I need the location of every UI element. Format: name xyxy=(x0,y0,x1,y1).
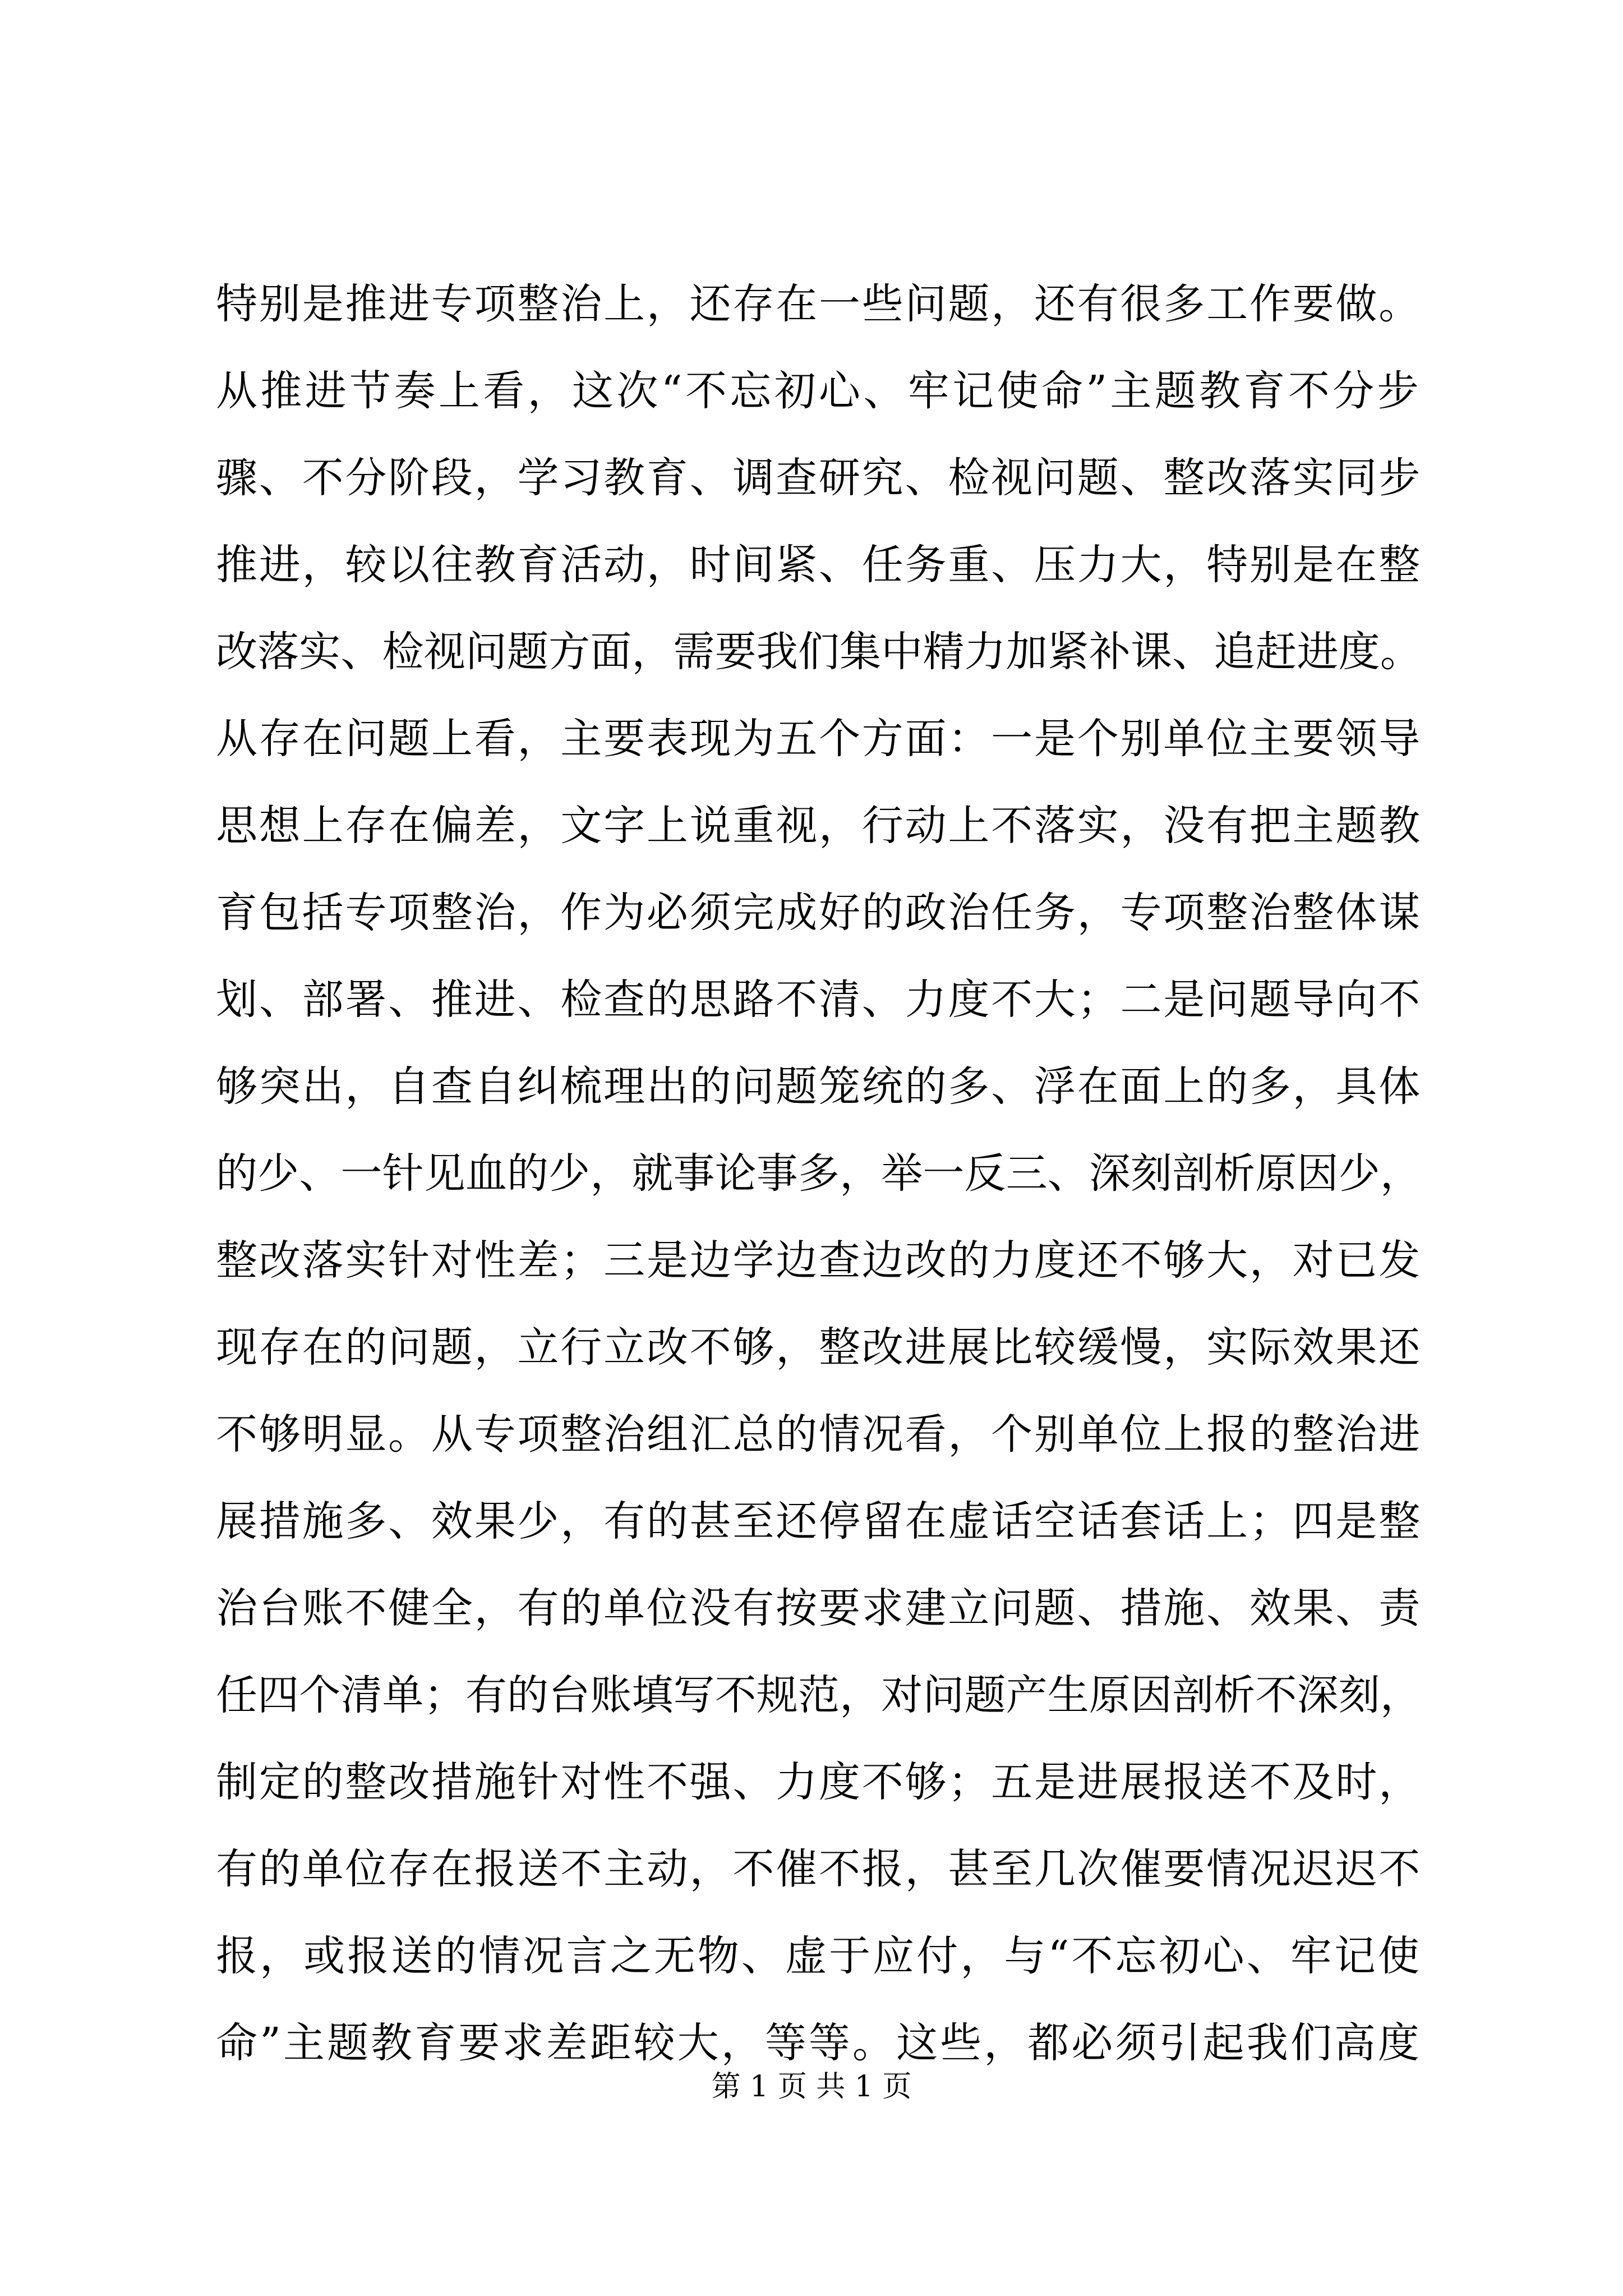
text-line: 治台账不健全，有的单位没有按要求建立问题、措施、效果、责 xyxy=(216,1584,1422,1632)
text-line: 改落实、检视问题方面，需要我们集中精力加紧补课、追赶进度。 xyxy=(216,628,1422,676)
text-line: 划、部署、推进、检查的思路不清、力度不大；二是问题导向不 xyxy=(216,976,1422,1024)
text-line: 推进，较以往教育活动，时间紧、任务重、压力大，特别是在整 xyxy=(216,541,1422,589)
page-number-label: 第 1 页 共 1 页 xyxy=(711,2070,912,2104)
text-line: 骤、不分阶段，学习教育、调查研究、检视问题、整改落实同步 xyxy=(216,454,1422,502)
page-footer xyxy=(0,2064,1623,2109)
text-line: 从存在问题上看，主要表现为五个方面：一是个别单位主要领导 xyxy=(216,715,1422,763)
text-line: 有的单位存在报送不主动，不催不报，甚至几次催要情况迟迟不 xyxy=(216,1845,1422,1893)
document-body xyxy=(216,261,1422,2087)
text-line: 够突出，自查自纠梳理出的问题笼统的多、浮在面上的多，具体 xyxy=(216,1062,1422,1111)
text-line: 思想上存在偏差，文字上说重视，行动上不落实，没有把主题教 xyxy=(216,802,1422,850)
text-line: 的少、一针见血的少，就事论事多，举一反三、深刻剖析原因少， xyxy=(216,1149,1422,1198)
text-line: 命”主题教育要求差距较大，等等。这些，都必须引起我们高度 xyxy=(216,2019,1422,2067)
text-line: 展措施多、效果少，有的甚至还停留在虚话空话套话上；四是整 xyxy=(216,1497,1422,1545)
text-line: 不够明显。从专项整治组汇总的情况看，个别单位上报的整治进 xyxy=(216,1410,1422,1458)
text-line: 报，或报送的情况言之无物、虚于应付，与“不忘初心、牢记使 xyxy=(216,1932,1422,1980)
text-line: 育包括专项整治，作为必须完成好的政治任务，专项整治整体谋 xyxy=(216,889,1422,937)
text-line: 任四个清单；有的台账填写不规范，对问题产生原因剖析不深刻， xyxy=(216,1671,1422,1719)
text-line: 制定的整改措施针对性不强、力度不够；五是进展报送不及时， xyxy=(216,1758,1422,1806)
text-line: 整改落实针对性差；三是边学边查边改的力度还不够大，对已发 xyxy=(216,1236,1422,1285)
text-line: 从推进节奏上看，这次“不忘初心、牢记使命”主题教育不分步 xyxy=(216,367,1422,415)
text-line: 现存在的问题，立行立改不够，整改进展比较缓慢，实际效果还 xyxy=(216,1323,1422,1372)
text-line: 特别是推进专项整治上，还存在一些问题，还有很多工作要做。 xyxy=(216,280,1422,328)
